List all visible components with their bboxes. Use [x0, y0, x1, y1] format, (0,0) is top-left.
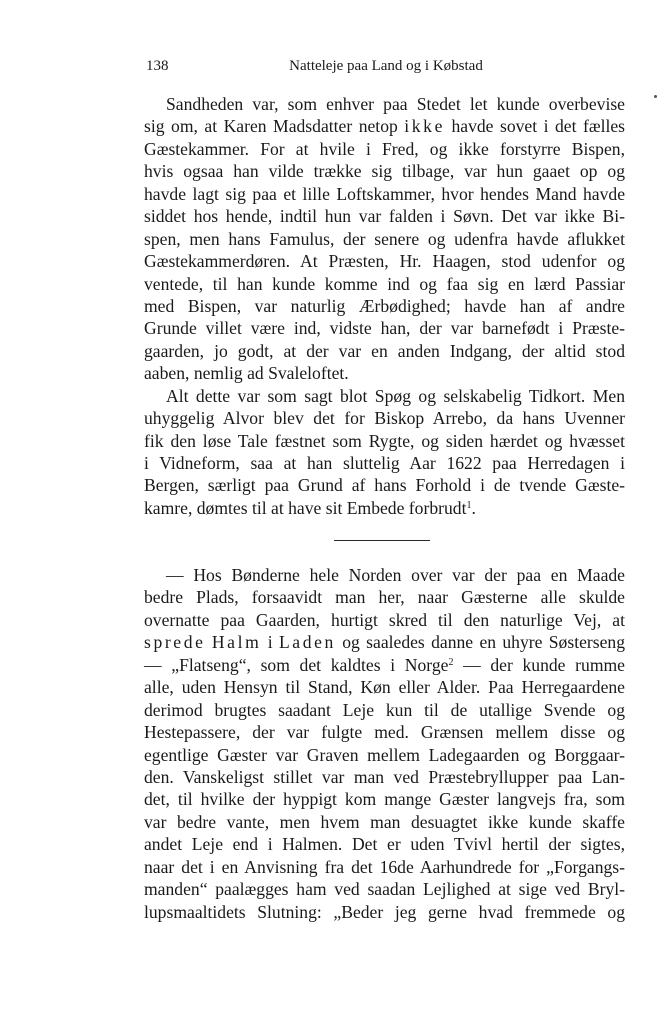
- text-line: var bedre vante, men hvem man desuagtet ikke kunde skaffe: [144, 811, 625, 832]
- page-number: 138: [146, 58, 169, 74]
- text-line: alle, uden Hensyn til Stand, Køn eller Alder. Paa Herregaardene: [144, 677, 625, 698]
- text-line: — „Flatseng“, som det kaldtes i Norge$^2$ — der kunde rumme: [144, 654, 625, 675]
- running-title: Natteleje paa Land og i Købstad: [289, 58, 483, 74]
- text-line: den. Vanskeligst stillet var man ved Præstebryllupper paa Lan-: [144, 766, 625, 787]
- text-line: andet Leje end i Halmen. Det er uden Tvivl hertil der sigtes,: [144, 834, 625, 855]
- text-line: hvis ogsaa han vilde trække sig tilbage, var hun gaaet op og: [144, 161, 625, 182]
- text-line: kamre, dømtes til at have sit Embede forbrudt$^1$.: [144, 497, 476, 518]
- text-line: Bergen, særligt paa Grund af hans Forhold i de tvende Gæste-: [144, 475, 625, 496]
- section-divider: [334, 540, 430, 541]
- emphasized-word: ikke: [404, 116, 445, 137]
- text-line: bedre Plads, forsaavidt man her, naar Gæsterne alle skulde: [144, 587, 625, 608]
- text-line: — Hos Bønderne hele Norden over var der paa en Maade: [166, 565, 625, 585]
- margin-mark: [654, 95, 657, 98]
- text-line: ventede, til han kunde komme ind og faa sig en lærd Passiar: [144, 273, 625, 294]
- text-line: overnatte paa Gaarden, hurtigt skred til den naturlige Vej, at: [144, 609, 625, 630]
- text-line: i Vidneform, saa at han sluttelig Aar 1622 paa Herredagen i: [144, 453, 625, 473]
- text-line: Gæstekammerdøren. At Præsten, Hr. Haagen, stod udenfor og: [144, 251, 625, 272]
- text-line: det, til hvilke der hyppigt kom mange Gæster langvejs fra, som: [144, 789, 625, 810]
- text-line: spen, men hans Famulus, der senere og udenfra havde aflukket: [144, 228, 625, 249]
- text-line: gaarden, jo godt, at der var en anden Indgang, der altid stod: [144, 340, 625, 361]
- emphasized-word: Halm: [211, 632, 262, 653]
- text-line: siddet hos hende, indtil hun var falden i Søvn. Det var ikke Bi-: [144, 206, 625, 227]
- text-line: uhyggelig Alvor blev det for Biskop Arrebo, da hans Uvenner: [144, 408, 625, 429]
- text-line: fik den løse Tale fæstnet som Rygte, og siden hærdet og hvæsset: [144, 430, 625, 451]
- text-line: med Bispen, var naturlig Ærbødighed; havde han af andre: [144, 295, 625, 316]
- footnote-marker: 1: [466, 499, 472, 511]
- text-line: naar det i en Anvisning fra det 16de Aarhundrede for „Forgangs-: [144, 856, 625, 877]
- text-line: aaben, nemlig ad Svaleloftet.: [144, 363, 349, 384]
- text-line: Grunde villet være ind, vidste han, der var barnefødt i Præste-: [144, 318, 625, 339]
- text-line: egentlige Gæster var Graven mellem Ladegaarden og Borggaar-: [144, 744, 625, 765]
- text-line: sig om, at Karen Madsdatter netop ikke havde sovet i det fælles: [144, 116, 625, 137]
- text-line: derimod brugtes saadant Leje kun til de utallige Svende og: [144, 699, 625, 720]
- text-line: havde lagt sig paa et lille Loftskammer, hvor hendes Mand havde: [144, 183, 625, 204]
- section-2-text: [144, 564, 625, 923]
- text-line: Gæstekammer. For at hvile i Fred, og ikke forstyrre Bispen,: [144, 138, 625, 159]
- text-line: Alt dette var som sagt blot Spøg og selskabelig Tidkort. Men: [166, 385, 625, 406]
- running-head: [146, 58, 626, 82]
- text-line: Hestepassere, der var fulgte med. Grænsen mellem disse og: [144, 722, 625, 743]
- text-line: manden“ paalægges ham ved saadan Lejlighed at sige ved Bryl-: [144, 879, 625, 900]
- emphasized-word: Laden: [278, 632, 336, 653]
- emphasized-word: sprede: [144, 632, 206, 653]
- footnote-marker: 2: [448, 656, 454, 668]
- text-line: Sandheden var, som enhver paa Stedet let kunde overbevise: [166, 94, 625, 114]
- text-line: sprede Halm i Laden og saaledes danne en uhyre Søsterseng: [144, 632, 626, 653]
- text-line: lupsmaaltidets Slutning: „Beder jeg gerne hvad fremmede og: [144, 901, 625, 922]
- section-1-text: [144, 93, 625, 519]
